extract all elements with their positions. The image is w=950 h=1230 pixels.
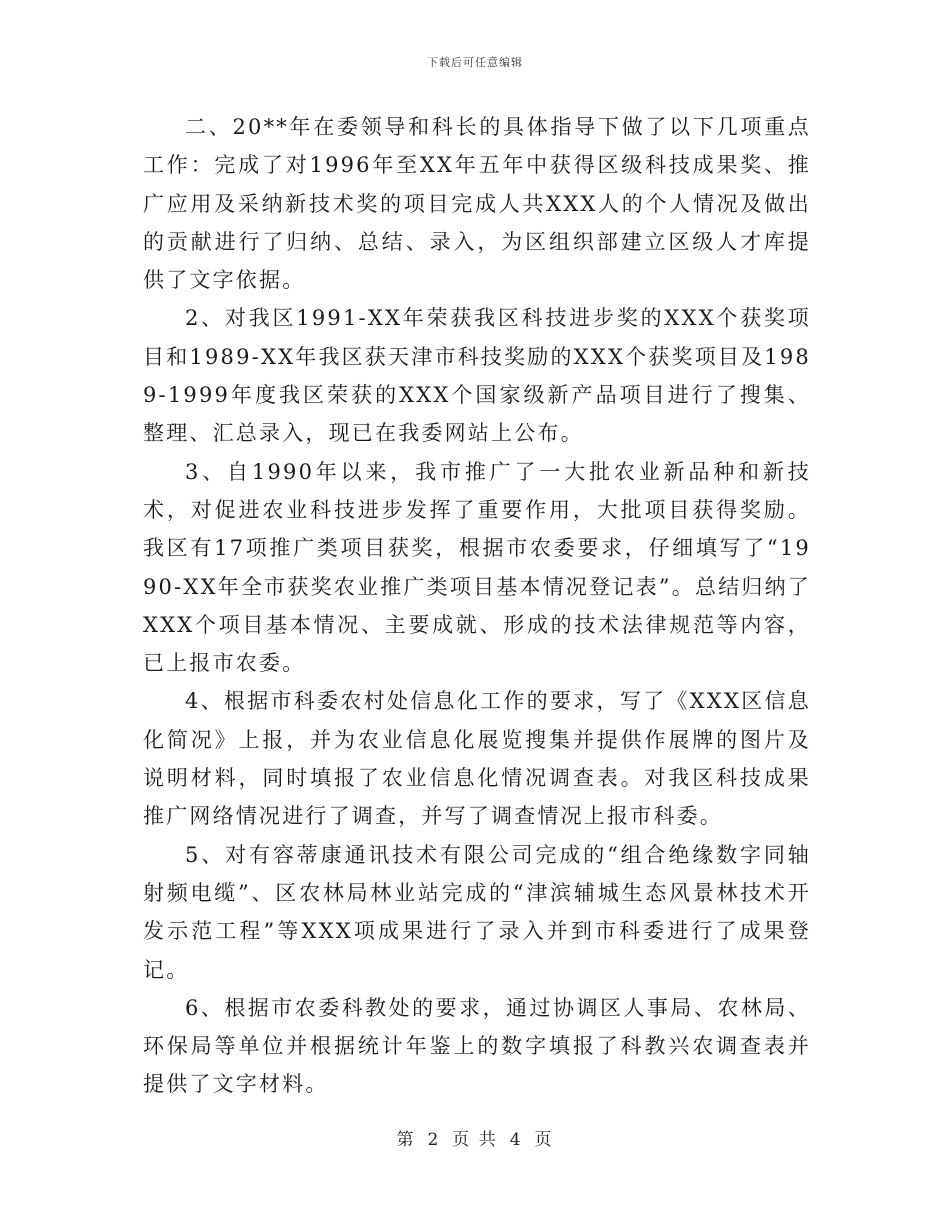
- footer-suffix: 页: [534, 1130, 554, 1150]
- paragraph-1: 二、20**年在委领导和科长的具体指导下做了以下几项重点工作：完成了对1996年至XX年五年中获得区级科技成果奖、推广应用及采纳新技术奖的项目完成人共XXX人的个人情况及做出的贡献进行了归纳、总结、录入，为区组织部建立区级人才库提供了文字依据。: [143, 115, 811, 293]
- paragraph-5: 5、对有容蒂康通讯技术有限公司完成的“组合绝缘数字同轴射频电缆”、区农林局林业站完成的“津滨辅城生态风景林技术开发示范工程”等XXX项成果进行了录入并到市科委进行了成果登记。: [143, 842, 811, 982]
- paragraph-6: 6、根据市农委科教处的要求，通过协调区人事局、农林局、环保局等单位并根据统计年鉴上的数字填报了科教兴农调查表并提供了文字材料。: [143, 995, 811, 1097]
- footer-total-pages: 4: [509, 1130, 523, 1150]
- paragraph-2: 2、对我区1991-XX年荣获我区科技进步奖的XXX个获奖项目和1989-XX年我区获天津市科技奖励的XXX个获奖项目及1989-1999年度我区荣获的XXX个国家级新产品项目进行了搜集、整理、汇总录入，现已在我委网站上公布。: [143, 306, 811, 446]
- paragraph-3: 3、自1990年以来，我市推广了一大批农业新品种和新技术，对促进农业科技进步发挥了重要作用，大批项目获得奖励。我区有17项推广类项目获奖，根据市农委要求，仔细填写了“1990-XX年全市获奖农业推广类项目基本情况登记表”。总结归纳了XXX个项目基本情况、主要成就、形成的技术法律规范等内容，已上报市农委。: [143, 459, 811, 676]
- document-body: [143, 108, 811, 1104]
- page-number-footer: [0, 1125, 950, 1150]
- paragraph-4: 4、根据市科委农村处信息化工作的要求，写了《XXX区信息化简况》上报，并为农业信息化展览搜集并提供作展牌的图片及说明材料，同时填报了农业信息化情况调查表。对我区科技成果推广网络情况进行了调查，并写了调查情况上报市科委。: [143, 689, 811, 829]
- footer-middle: 页 共: [452, 1130, 498, 1150]
- page-header-note: 下载后可任意编辑: [427, 56, 523, 69]
- footer-prefix: 第: [396, 1130, 416, 1150]
- footer-current-page: 2: [427, 1130, 441, 1150]
